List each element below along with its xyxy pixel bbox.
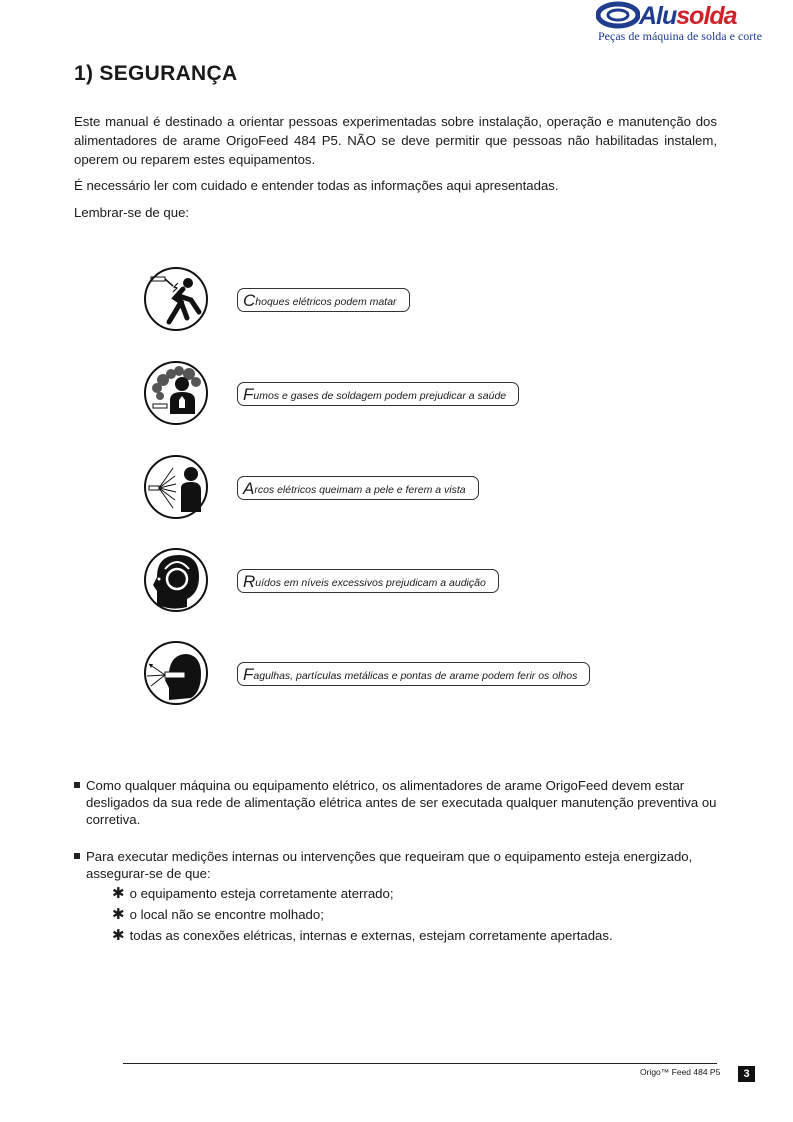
- brand-tagline: Peças de máquina de solda e corte: [598, 29, 762, 43]
- sub-item: ✱ o equipamento esteja corretamente aterrado;: [112, 885, 394, 902]
- arc-rays-icon: [143, 454, 209, 520]
- sub-item: ✱ o local não se encontre molhado;: [112, 906, 324, 923]
- read-carefully-paragraph: É necessário ler com cuidado e entender todas as informações aqui apresentadas.: [74, 178, 559, 193]
- remember-paragraph: Lembrar-se de que:: [74, 205, 190, 220]
- electric-shock-icon: [143, 266, 209, 332]
- alusolda-logo-icon: [596, 1, 640, 29]
- intro-paragraph: Este manual é destinado a orientar pessoas experimentadas sobre instalação, operação e manutenção dos alimentadores de arame OrigoFeed 484 P5. NÃO se deve permitir que pessoas não habilitadas instalem, operem ou reparem estes equipamentos.: [74, 114, 717, 167]
- warning-label: Arcos elétricos queimam a pele e ferem a vista: [237, 476, 479, 500]
- eye-protection-icon: [143, 640, 209, 706]
- warning-label: Fagulhas, partículas metálicas e pontas de arame podem ferir os olhos: [237, 662, 590, 686]
- brand-name: Alusolda: [639, 2, 737, 30]
- bullet-item: Para executar medições internas ou intervenções que requeiram que o equipamento esteja energizado, assegurar-se de que:: [74, 848, 719, 882]
- bullet-square-icon: [74, 782, 80, 788]
- bullet-item: Como qualquer máquina ou equipamento elétrico, os alimentadores de arame OrigoFeed devem estar desligados da sua rede de alimentação elétrica antes de ser executada qualquer manutenção preventiva ou corretiva.: [74, 777, 719, 828]
- warning-label: Ruídos em níveis excessivos prejudicam a audição: [237, 569, 499, 593]
- sub-item: ✱ todas as conexões elétricas, internas e externas, estejam corretamente apertadas.: [112, 927, 613, 944]
- section-title: 1) SEGURANÇA: [74, 62, 238, 85]
- bullet-square-icon: [74, 853, 80, 859]
- brand-logo: [590, 0, 762, 48]
- hearing-protection-icon: [143, 547, 209, 613]
- asterisk-icon: ✱: [112, 927, 125, 944]
- warning-label: Fumos e gases de soldagem podem prejudicar a saúde: [237, 382, 519, 406]
- page-number: 3: [738, 1066, 755, 1082]
- footer-divider: [123, 1063, 717, 1064]
- footer-product: Origo™ Feed 484 P5: [640, 1067, 721, 1077]
- asterisk-icon: ✱: [112, 906, 125, 923]
- welding-fumes-icon: [143, 360, 209, 426]
- asterisk-icon: ✱: [112, 885, 125, 902]
- warning-label: Choques elétricos podem matar: [237, 288, 410, 312]
